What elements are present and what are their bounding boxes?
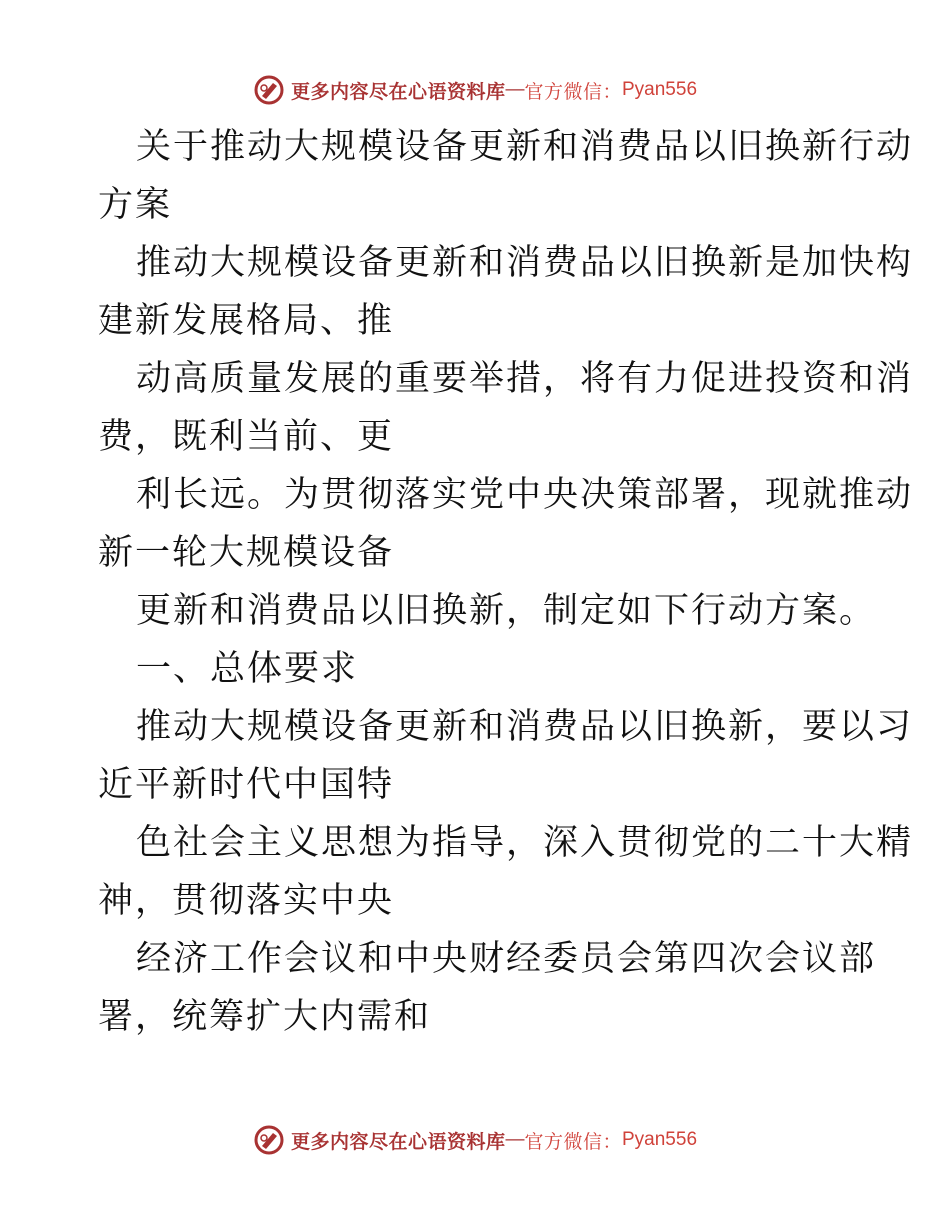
document-title-line-1: 关于推动大规模设备更新和消费品以旧换新行动 [136,127,914,167]
section-heading: 一、总体要求 [136,649,359,689]
paragraph-line: 新一轮大规模设备 [98,533,395,573]
paragraph-line: 更新和消费品以旧换新，制定如下行动方案。 [136,591,877,631]
header-contact-label: 官方微信： [524,80,622,103]
brand-logo-icon [253,74,285,106]
paragraph-line: 近平新时代中国特 [98,765,395,805]
header-contact-id: Pyan556 [622,79,698,100]
paragraph-line: 推动大规模设备更新和消费品以旧换新是加快构 [136,243,914,283]
header-banner [0,70,950,110]
paragraph-line: 建新发展格局、推 [98,301,395,341]
document-title-line-2: 方案 [98,185,173,225]
paragraph-line: 色社会主义思想为指导，深入贯彻党的二十大精 [136,823,914,863]
paragraph-line: 动高质量发展的重要举措，将有力促进投资和消 [136,359,914,399]
paragraph-line: 推动大规模设备更新和消费品以旧换新，要以习 [136,707,914,747]
paragraph-line: 利长远。为贯彻落实党中央决策部署，现就推动 [136,475,914,515]
brand-logo-icon [253,1124,285,1156]
paragraph-line: 费，既利当前、更 [98,417,395,457]
paragraph-line: 经济工作会议和中央财经委员会第四次会议部 [136,939,877,979]
footer-brand-text: 更多内容尽在心语资料库 [290,1130,506,1153]
footer-contact-id: Pyan556 [622,1129,698,1150]
footer-contact-label: 官方微信： [524,1130,622,1153]
document-body [98,118,914,1046]
header-brand-text: 更多内容尽在心语资料库 [290,80,506,103]
header-separator: — [505,79,525,100]
paragraph-line: 署，统筹扩大内需和 [98,997,432,1037]
paragraph-line: 神，贯彻落实中央 [98,881,395,921]
footer-banner [0,1120,950,1160]
footer-separator: — [505,1129,525,1150]
